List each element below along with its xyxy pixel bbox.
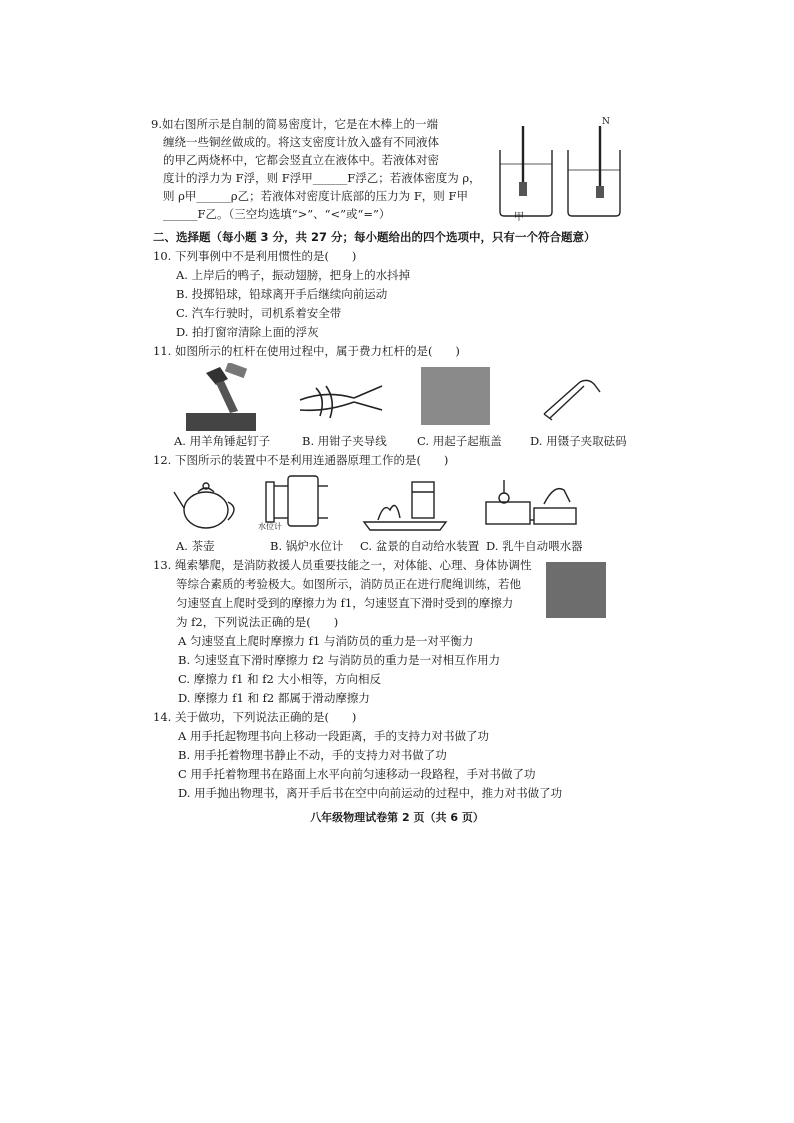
q10-stem: 10. 下列事例中不是利用惯性的是( ) bbox=[153, 249, 357, 263]
q9-figure-label-left: 甲 bbox=[514, 212, 524, 223]
q10-option-a: A. 上岸后的鸭子，振动翅膀，把身上的水抖掉 bbox=[176, 268, 411, 282]
q11-option-b: B. 用钳子夹导线 bbox=[302, 434, 387, 448]
q12-option-a: A. 茶壶 bbox=[176, 539, 215, 553]
q11-option-a: A. 用羊角锤起钉子 bbox=[174, 434, 271, 448]
teapot-figure bbox=[172, 478, 242, 534]
tweezers-figure bbox=[540, 374, 610, 424]
cow-water-feeder-figure bbox=[484, 474, 580, 530]
q14-option-a: A 用手托起物理书向上移动一段距离，手的支持力对书做了功 bbox=[178, 729, 489, 743]
q13-line1: 13. 绳索攀爬，是消防救援人员重要技能之一，对体能、心理、身体协调性 bbox=[153, 558, 532, 572]
q12-option-b: B. 锅炉水位计 bbox=[270, 539, 344, 553]
page-footer: 八年级物理试卷第 2 页（共 6 页） bbox=[310, 811, 484, 824]
q9-line3: 的甲乙两烧杯中，它都会竖直立在液体中。若液体对密 bbox=[163, 153, 439, 167]
q13-line3: 匀速竖直上爬时受到的摩擦力为 f1，匀速竖直下滑时受到的摩擦力 bbox=[176, 596, 514, 610]
q13-option-d: D. 摩擦力 f1 和 f2 都属于滑动摩擦力 bbox=[178, 691, 370, 705]
bonsai-waterer-figure bbox=[360, 478, 450, 532]
q11-option-c: C. 用起子起瓶盖 bbox=[417, 434, 502, 448]
q9-line2: 缠绕一些铜丝做成的。将这支密度计放入盛有不同液体 bbox=[163, 135, 439, 149]
q14-option-b: B. 用手托着物理书静止不动，手的支持力对书做了功 bbox=[178, 748, 447, 762]
q12-stem: 12. 下图所示的装置中不是利用连通器原理工作的是( ) bbox=[153, 453, 449, 467]
q11-option-d: D. 用镊子夹取砝码 bbox=[530, 434, 627, 448]
q12-option-d: D. 乳牛自动喂水器 bbox=[486, 539, 583, 553]
q10-option-b: B. 投掷铅球，铅球离开手后继续向前运动 bbox=[176, 287, 388, 301]
q9-line4: 度计的浮力为 F浮，则 F浮甲______F浮乙；若液体密度为 ρ， bbox=[163, 171, 481, 185]
q13-option-b: B. 匀速竖直下滑时摩擦力 f2 与消防员的重力是一对相互作用力 bbox=[178, 653, 501, 667]
q10-option-d: D. 拍打窗帘清除上面的浮灰 bbox=[176, 325, 319, 339]
hydrometer-beakers-figure bbox=[492, 112, 632, 222]
pliers-figure bbox=[296, 370, 396, 426]
q14-option-d: D. 用手抛出物理书，离开手后书在空中向前运动的过程中，推力对书做了功 bbox=[178, 786, 563, 800]
q13-option-c: C. 摩擦力 f1 和 f2 大小相等，方向相反 bbox=[178, 672, 381, 686]
section-heading: 二、选择题（每小题 3 分，共 27 分；每小题给出的四个选项中，只有一个符合题意） bbox=[153, 230, 596, 244]
q14-option-c: C 用手托着物理书在路面上水平向前匀速移动一段路程，手对书做了功 bbox=[178, 767, 536, 781]
q9-figure-label-top: N bbox=[602, 117, 610, 127]
bottle-opener-photo bbox=[421, 367, 490, 425]
firefighter-rope-photo bbox=[546, 562, 606, 618]
q13-option-a: A 匀速竖直上爬时摩擦力 f1 与消防员的重力是一对平衡力 bbox=[178, 634, 474, 648]
q13-line2: 等综合素质的考验极大。如图所示，消防员正在进行爬绳训练，若他 bbox=[176, 577, 521, 591]
q9-line1: 9.如右图所示是自制的简易密度计，它是在木棒上的一端 bbox=[151, 117, 438, 131]
claw-hammer-figure bbox=[186, 363, 256, 431]
q11-stem: 11. 如图所示的杠杆在使用过程中，属于费力杠杆的是( ) bbox=[153, 344, 460, 358]
q9-line6: ______F乙。（三空均选填“>”、“<”或“=”） bbox=[163, 207, 391, 221]
q13-line4: 为 f2，下列说法正确的是( ) bbox=[176, 615, 339, 629]
q9-line5: 则 ρ甲______ρ乙；若液体对密度计底部的压力为 F，则 F甲 bbox=[163, 189, 468, 203]
q10-option-c: C. 汽车行驶时，司机系着安全带 bbox=[176, 306, 342, 320]
q12-option-c: C. 盆景的自动给水装置 bbox=[360, 539, 480, 553]
q14-stem: 14. 关于做功，下列说法正确的是( ) bbox=[153, 710, 357, 724]
q12-figure-label: 水位计 bbox=[258, 522, 282, 531]
